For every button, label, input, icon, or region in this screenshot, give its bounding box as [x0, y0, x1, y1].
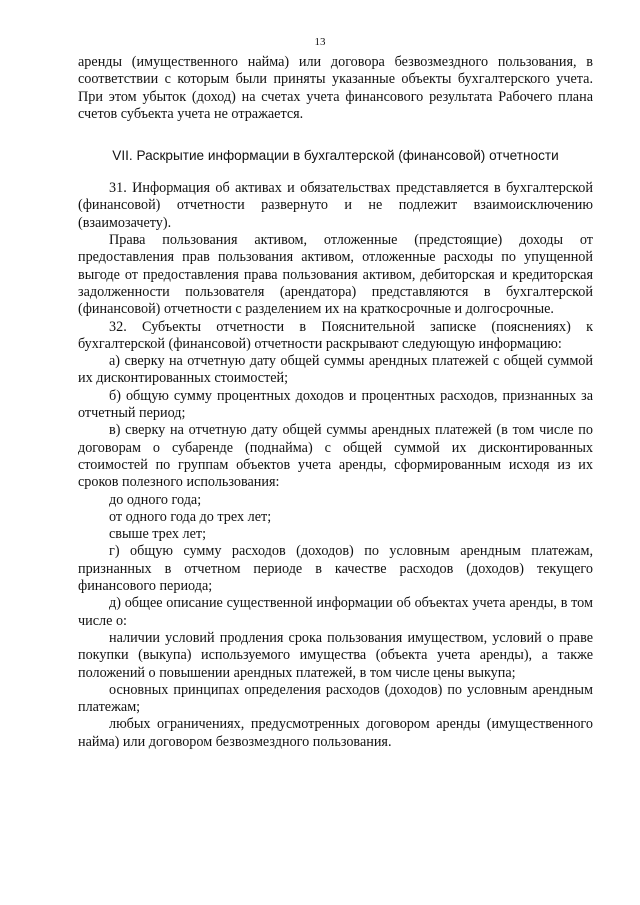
page-number: 13 — [314, 36, 326, 48]
paragraph-32-a: а) сверку на отчетную дату общей суммы арендных платежей с общей суммой их дисконтированных стоимостей; — [78, 353, 593, 387]
document-body — [78, 54, 593, 751]
term-item-up-to-one-year: до одного года; — [109, 491, 202, 508]
term-item-one-to-three-years: от одного года до трех лет; — [109, 508, 272, 525]
paragraph-32-g: г) общую сумму расходов (доходов) по условным арендным платежам, признанных в отчетном периоде в качестве расходов (доходов) текущего финансового периода; — [78, 543, 593, 595]
paragraph-32: 32. Субъекты отчетности в Пояснительной записке (пояснениях) к бухгалтерской (финансовой) отчетности раскрывают следующую информацию: — [78, 318, 593, 352]
paragraph-32-d-principles: основных принципах определения расходов (доходов) по условным арендным платежам; — [78, 681, 593, 716]
paragraph-continuation: аренды (имущественного найма) или договора безвозмездного пользования, в соответствии с которым были приняты указанные объекты бухгалтерского учета. При этом убыток (доход) на счетах учета финансового результата Рабочего плана счетов субъекта учета не отражается. — [78, 54, 593, 122]
paragraph-32-d-restrictions: любых ограничениях, предусмотренных договором аренды (имущественного найма) или договором безвозмездного пользования. — [78, 716, 593, 750]
paragraph-32-d: д) общее описание существенной информации об объектах учета аренды, в том числе о: — [78, 595, 593, 629]
term-item-over-three-years: свыше трех лет; — [109, 526, 207, 543]
paragraph-31: 31. Информация об активах и обязательствах представляется в бухгалтерской (финансовой) отчетности развернуто и не подлежит взаимоисключению (взаимозачету). — [78, 180, 593, 231]
paragraph-32-b: б) общую сумму процентных доходов и процентных расходов, признанных за отчетный период; — [78, 387, 593, 422]
section-heading: VII. Раскрытие информации в бухгалтерской (финансовой) отчетности — [112, 148, 559, 164]
paragraph-32-d-conditions: наличии условий продления срока пользования имуществом, условий о праве покупки (выкупа) используемого имущества (объекта учета аренды), а также положений о повышении арендных платежей, в том числе цены выкупа; — [78, 629, 593, 681]
paragraph-32-v: в) сверку на отчетную дату общей суммы арендных платежей (в том числе по договорам о субаренде (поднайма) с общей суммой их дисконтированных стоимостей по группам объектов учета аренды, сформированным исходя из их сроков полезного использования: — [78, 422, 593, 491]
paragraph-31-rights: Права пользования активом, отложенные (предстоящие) доходы от предоставления прав пользования активом, отложенные расходы по упущенной выгоде от предоставления права пользования активом, дебиторская и кредиторская задолженности пользователя (арендатора) представляются в бухгалтерской (финансовой) отчетности с разделением их на краткосрочные и долгосрочные. — [78, 232, 593, 318]
